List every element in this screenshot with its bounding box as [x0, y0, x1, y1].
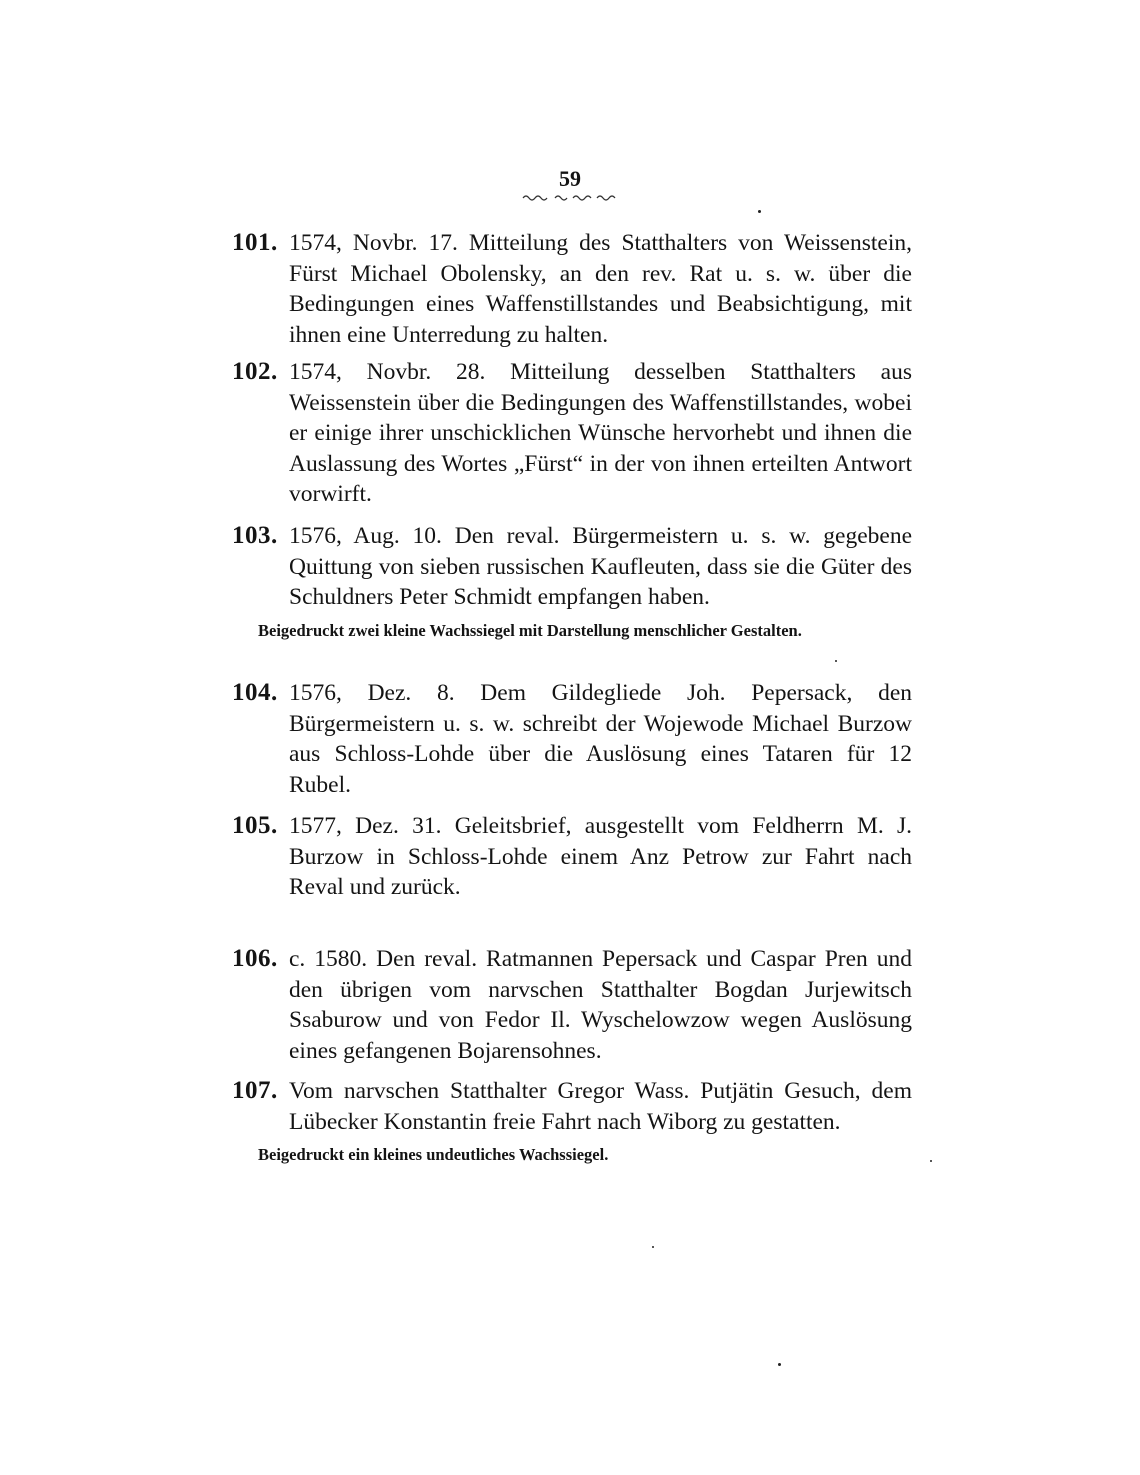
entry-102 [232, 357, 912, 510]
entry-text: Vom narvschen Statthalter Gregor Wass. Putjätin Gesuch, dem Lübecker Konstantin freie Fahrt nach Wiborg zu gestatten. [289, 1078, 912, 1135]
entry-105 [232, 811, 912, 903]
entry-text: 1577, Dez. 31. Geleitsbrief, ausgestellt vom Feldherrn M. J. Burzow in Schloss-Lohde einem Anz Petrow zur Fahrt nach Reval und zurück. [289, 813, 912, 900]
entry-note: Beigedruckt ein kleines undeutliches Wachssiegel. [258, 1145, 609, 1164]
entry-number: 101. [232, 229, 278, 256]
entry-note: Beigedruckt zwei kleine Wachssiegel mit Darstellung menschlicher Gestalten. [258, 620, 802, 640]
page-number-ornament [521, 192, 617, 202]
entry-103 [232, 521, 912, 643]
scan-speck [758, 210, 761, 213]
entry-number: 102. [232, 358, 278, 385]
page-number: 59 [559, 166, 581, 191]
entry-101 [232, 228, 912, 350]
entry-text: 1576, Aug. 10. Den reval. Bürgermeistern u. s. w. gegebene Quittung von sieben russischen Kaufleuten, dass sie die Güter des Schuldners Peter Schmidt empfangen haben. [289, 523, 912, 610]
entry-107 [232, 1076, 912, 1167]
entry-104 [232, 678, 912, 800]
entry-number: 105. [232, 812, 278, 839]
entry-text: 1576, Dez. 8. Dem Gildegliede Joh. Pepersack, den Bürgermeistern u. s. w. schreibt der Wojewode Michael Burzow aus Schloss-Lohde über die Auslösung eines Tataren für 12 Rubel. [289, 680, 912, 798]
entry-number: 106. [232, 945, 278, 972]
entry-number: 104. [232, 679, 278, 706]
scan-speck [652, 1246, 654, 1248]
entry-text: 1574, Novbr. 17. Mitteilung des Statthalters von Weissenstein, Fürst Michael Obolensky, an den rev. Rat u. s. w. über die Bedingungen eines Waffenstillstandes und Beabsichtigung, mit ihnen eine Unterredung zu halten. [289, 230, 912, 348]
entry-text: c. 1580. Den reval. Ratmannen Pepersack und Caspar Pren und den übrigen vom narvschen Statthalter Bogdan Jurjewitsch Ssaburow und von Fedor Il. Wyschelowzow wegen Auslösung eines gefangenen Bojarensohnes. [289, 946, 912, 1064]
entry-number: 107. [232, 1077, 278, 1104]
scan-speck [778, 1363, 781, 1366]
entry-text: 1574, Novbr. 28. Mitteilung desselben Statthalters aus Weissenstein über die Bedingungen des Waffenstillstandes, wobei er einige ihrer unschicklichen Wünsche hervorhebt und ihnen die Auslassung des Wortes „Fürst“ in der von ihnen erteilten Antwort vorwirft. [289, 359, 912, 507]
scan-speck [930, 1160, 932, 1162]
scan-speck [835, 660, 837, 662]
entry-number: 103. [232, 522, 278, 549]
entry-106 [232, 944, 912, 1066]
